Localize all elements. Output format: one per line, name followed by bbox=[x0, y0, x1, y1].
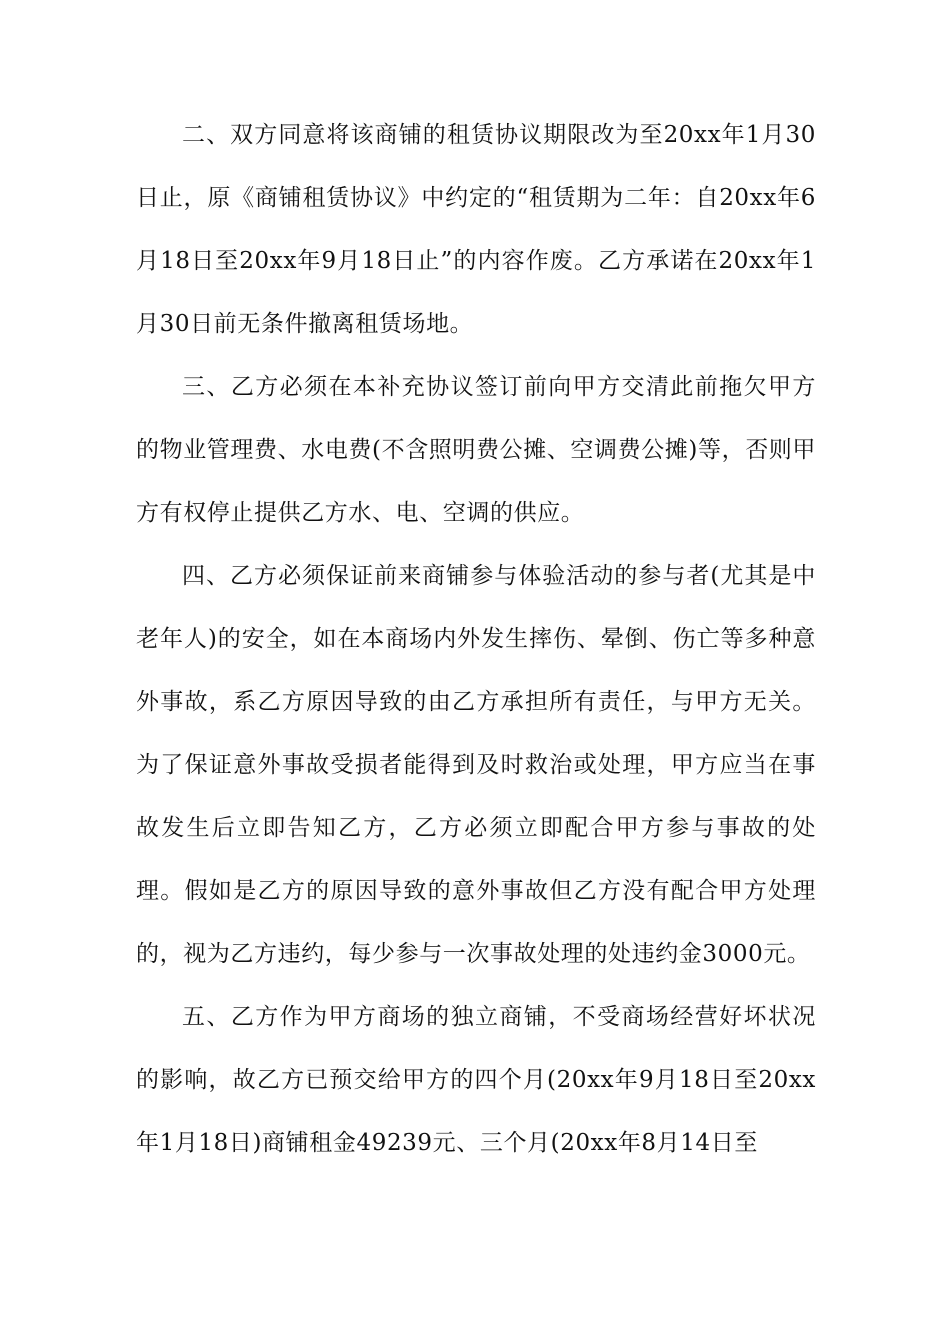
document-body bbox=[136, 104, 816, 1175]
paragraph-clause-5: 五、乙方作为甲方商场的独立商铺，不受商场经营好坏状况的影响，故乙方已预交给甲方的四个月(20xx年9月18日至20xx年1月18日)商铺租金49239元、三个月(20xx年8月14日至 bbox=[136, 1004, 816, 1156]
paragraph-clause-2: 二、双方同意将该商铺的租赁协议期限改为至20xx年1月30日止，原《商铺租赁协议》中约定的“租赁期为二年：自20xx年6月18日至20xx年9月18日止”的内容作废。乙方承诺在20xx年1月30日前无条件撤离租赁场地。 bbox=[136, 122, 816, 337]
paragraph-clause-4: 四、乙方必须保证前来商铺参与体验活动的参与者(尤其是中老年人)的安全，如在本商场内外发生摔伤、晕倒、伤亡等多种意外事故，系乙方原因导致的由乙方承担所有责任，与甲方无关。为了保证意外事故受损者能得到及时救治或处理，甲方应当在事故发生后立即告知乙方，乙方必须立即配合甲方参与事故的处理。假如是乙方的原因导致的意外事故但乙方没有配合甲方处理的，视为乙方违约，每少参与一次事故处理的处违约金3000元。 bbox=[136, 563, 816, 967]
paragraph-clause-3: 三、乙方必须在本补充协议签订前向甲方交清此前拖欠甲方的物业管理费、水电费(不含照明费公摊、空调费公摊)等，否则甲方有权停止提供乙方水、电、空调的供应。 bbox=[136, 374, 816, 526]
